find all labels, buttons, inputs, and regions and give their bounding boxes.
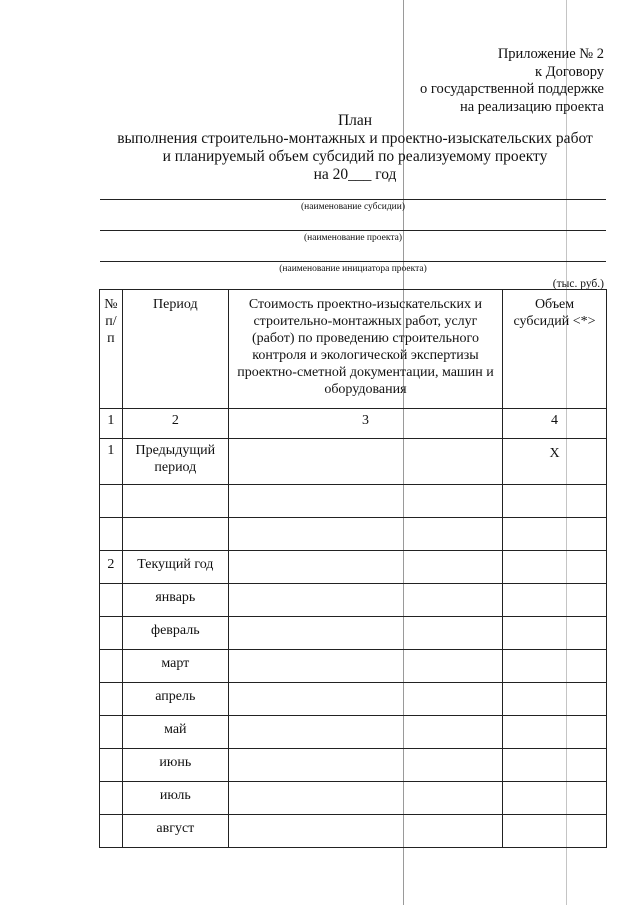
row-number (100, 815, 123, 848)
row-subsidy (503, 518, 607, 551)
subsidy-name-caption: (наименование субсидии) (301, 202, 405, 212)
table-row (100, 716, 607, 749)
title-line-3: и планируемый объем субсидий по реализуемому проекту (162, 148, 548, 165)
table-row (100, 617, 607, 650)
row-period: июнь (122, 749, 228, 782)
initiator-name-line (100, 261, 606, 262)
table-row (100, 749, 607, 782)
table-row (100, 584, 607, 617)
row-subsidy (503, 782, 607, 815)
column-number-1: 1 (100, 409, 123, 439)
table-row (100, 683, 607, 716)
header-number: № п/п (100, 290, 123, 409)
row-subsidy (503, 716, 607, 749)
appendix-header (420, 46, 604, 116)
table-header-row (100, 290, 607, 409)
project-name-caption: (наименование проекта) (303, 233, 402, 243)
row-period: Текущий год (122, 551, 228, 584)
table-row (100, 551, 607, 584)
row-cost (228, 551, 502, 584)
document-title (0, 112, 640, 184)
row-cost (228, 749, 502, 782)
row-subsidy (503, 650, 607, 683)
row-period: июль (122, 782, 228, 815)
table-row (100, 782, 607, 815)
header-period: Период (122, 290, 228, 409)
title-line-2: выполнения строительно-монтажных и проектно-изыскательских работ (117, 130, 593, 147)
column-number-3: 3 (228, 409, 502, 439)
row-period: май (122, 716, 228, 749)
row-cost (228, 815, 502, 848)
row-period (122, 485, 228, 518)
row-number (100, 584, 123, 617)
row-period: апрель (122, 683, 228, 716)
row-number (100, 716, 123, 749)
row-subsidy: Х (503, 439, 607, 485)
row-number (100, 749, 123, 782)
column-number-4: 4 (503, 409, 607, 439)
units-label: (тыс. руб.) (552, 278, 604, 290)
table-row (100, 650, 607, 683)
row-period: август (122, 815, 228, 848)
title-line-4: на 20___ год (313, 166, 397, 183)
row-cost (228, 782, 502, 815)
row-number (100, 518, 123, 551)
appendix-line-4: на реализацию проекта (459, 98, 604, 115)
row-cost (228, 485, 502, 518)
row-cost (228, 584, 502, 617)
row-subsidy (503, 617, 607, 650)
row-number (100, 683, 123, 716)
table-row (100, 485, 607, 518)
row-subsidy (503, 584, 607, 617)
row-period: Предыдущий период (122, 439, 228, 485)
row-number (100, 650, 123, 683)
title-line-1: План (337, 112, 373, 129)
table-row (100, 518, 607, 551)
row-period: февраль (122, 617, 228, 650)
row-number: 2 (100, 551, 123, 584)
header-cost: Стоимость проектно-изыскательских и строительно-монтажных работ, услуг (работ) по проведению строительного контроля и экологической экспертизы проектно-сметной документации, машин и оборудования (228, 290, 502, 409)
project-name-line (100, 230, 606, 231)
appendix-line-3: о государственной поддержке (419, 81, 604, 97)
table-row (100, 815, 607, 848)
subsidy-name-line (100, 199, 606, 200)
row-cost (228, 617, 502, 650)
row-subsidy (503, 551, 607, 584)
row-cost (228, 439, 502, 485)
row-subsidy (503, 683, 607, 716)
initiator-name-caption: (наименование инициатора проекта) (279, 264, 427, 274)
row-subsidy (503, 815, 607, 848)
row-subsidy (503, 749, 607, 782)
row-cost (228, 716, 502, 749)
appendix-line-2: к Договору (535, 63, 604, 80)
row-cost (228, 683, 502, 716)
row-cost (228, 650, 502, 683)
appendix-line-1: Приложение № 2 (497, 46, 604, 62)
row-subsidy (503, 485, 607, 518)
row-period: март (122, 650, 228, 683)
row-number (100, 782, 123, 815)
column-number-2: 2 (122, 409, 228, 439)
row-number: 1 (100, 439, 123, 485)
row-number (100, 617, 123, 650)
row-period: январь (122, 584, 228, 617)
row-period (122, 518, 228, 551)
row-cost (228, 518, 502, 551)
table-row (100, 439, 607, 485)
column-number-row (100, 409, 607, 439)
header-subsidy: Объем субсидий <*> (503, 290, 607, 409)
plan-table (99, 289, 607, 848)
row-number (100, 485, 123, 518)
